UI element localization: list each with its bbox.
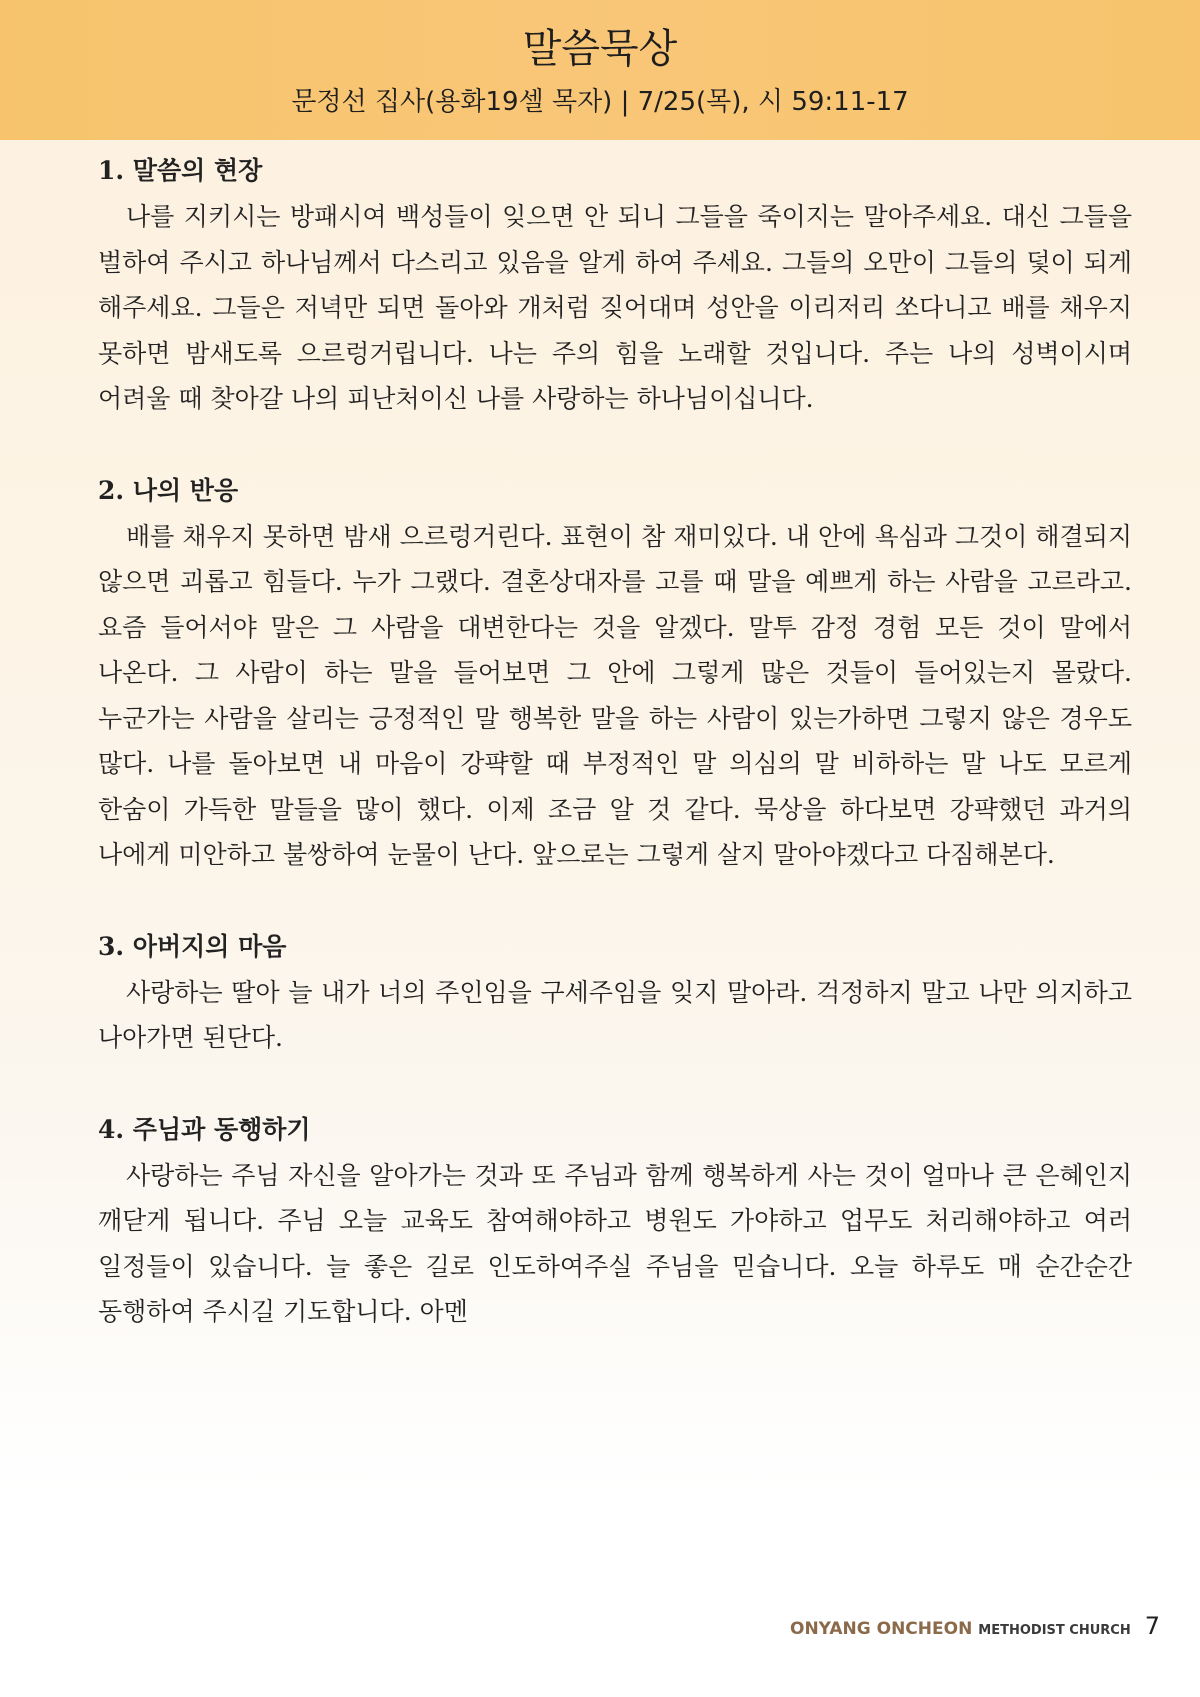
church-name-suffix: METHODIST CHURCH bbox=[978, 1623, 1131, 1638]
section-body: 배를 채우지 못하면 밤새 으르렁거린다. 표현이 참 재미있다. 내 안에 욕심과 그것이 해결되지 않으면 괴롭고 힘들다. 누가 그랬다. 결혼상대자를 고를 때 말을 예쁘게 하는 사람을 고르라고. 요즘 들어서야 말은 그 사람을 대변한다는 것을 알겠다. 말투 감정 경험 모든 것이 말에서 나온다. 그 사람이 하는 말을 들어보면 그 안에 그렇게 많은 것들이 들어있는지 몰랐다. 누군가는 사람을 살리는 긍정적인 말 행복한 말을 하는 사람이 있는가하면 그렇지 않은 경우도 많다. 나를 돌아보면 내 마음이 강퍅할 때 부정적인 말 의심의 말 비하하는 말 나도 모르게 한숨이 가득한 말들을 많이 했다. 이제 조금 알 것 같다. 묵상을 하다보면 강퍅했던 과거의 나에게 미안하고 불쌍하여 눈물이 난다. 앞으로는 그렇게 살지 말아야겠다고 다짐해본다. bbox=[98, 521, 1132, 869]
page-subtitle: 문정선 집사(용화19셀 목자) | 7/25(목), 시 59:11-17 bbox=[291, 87, 909, 117]
section-my-response bbox=[98, 468, 1132, 878]
section-title: 2. 나의 반응 bbox=[98, 475, 239, 505]
section-walking-with-lord bbox=[98, 1107, 1132, 1335]
page-title: 말씀묵상 bbox=[522, 26, 678, 72]
section-body: 사랑하는 주님 자신을 알아가는 것과 또 주님과 함께 행복하게 사는 것이 얼마나 큰 은혜인지 깨닫게 됩니다. 주님 오늘 교육도 참여해야하고 병원도 가야하고 업무도 처리해야하고 여러 일정들이 있습니다. 늘 좋은 길로 인도하여주실 주님을 믿습니다. 오늘 하루도 매 순간순간 동행하여 주시길 기도합니다. 아멘 bbox=[98, 1160, 1132, 1326]
section-title: 1. 말씀의 현장 bbox=[98, 156, 263, 185]
header-band bbox=[0, 0, 1200, 140]
section-fathers-heart bbox=[98, 924, 1132, 1061]
section-body: 사랑하는 딸아 늘 내가 너의 주인임을 구세주임을 잊지 말아라. 걱정하지 말고 나만 의지하고 나아가면 된단다. bbox=[98, 977, 1132, 1052]
page-number: 7 bbox=[1144, 1612, 1160, 1640]
section-word-context bbox=[98, 148, 1132, 422]
page-footer bbox=[790, 1612, 1160, 1640]
section-body: 나를 지키시는 방패시여 백성들이 잊으면 안 되니 그들을 죽이지는 말아주세요. 대신 그들을 벌하여 주시고 하나님께서 다스리고 있음을 알게 하여 주세요. 그들의 오만이 그들의 덫이 되게 해주세요. 그들은 저녁만 되면 돌아와 개처럼 짖어대며 성안을 이리저리 쏘다니고 배를 채우지 못하면 밤새도록 으르렁거립니다. 나는 주의 힘을 노래할 것입니다. 주는 나의 성벽이시며 어려울 때 찾아갈 나의 피난처이신 나를 사랑하는 하나님이십니다. bbox=[98, 202, 1132, 413]
church-name-logo: ONYANG ONCHEON bbox=[790, 1619, 973, 1639]
section-title: 4. 주님과 동행하기 bbox=[98, 1114, 311, 1144]
section-title: 3. 아버지의 마음 bbox=[98, 931, 287, 961]
meditation-content bbox=[98, 148, 1132, 1381]
